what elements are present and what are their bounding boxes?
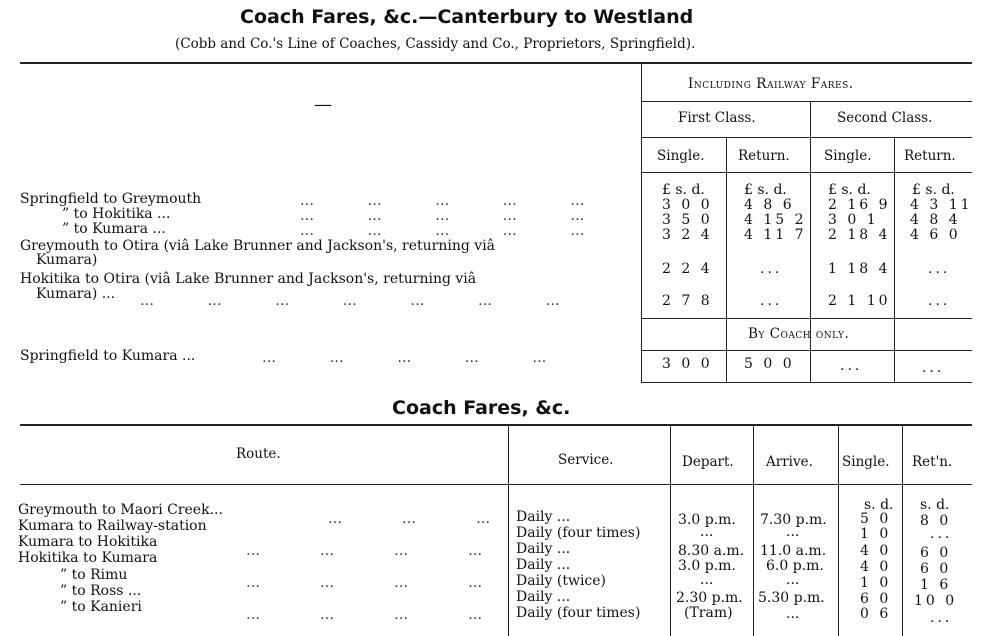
t2-row3-return: 6 0 xyxy=(920,561,952,577)
t2-header-return: Ret'n. xyxy=(912,454,953,470)
t1-row0-route: Springfield to Greymouth xyxy=(20,191,202,207)
t2-vline-single xyxy=(902,425,903,636)
t1-r1-c2: 3 0 1 xyxy=(828,212,879,228)
t2-row0-depart: 3.0 p.m. xyxy=(678,512,736,528)
t2-row1-depart: ... xyxy=(700,524,714,540)
t2-row5-return: 10 0 xyxy=(914,593,958,609)
t1-r3-c0: 2 2 4 xyxy=(662,261,713,277)
t1-r3-c2: 1 18 4 xyxy=(828,261,891,277)
table1-vline-main xyxy=(641,63,642,383)
t2-row0-return: 8 0 xyxy=(920,513,952,529)
second-single-header: Single. xyxy=(824,148,872,164)
t2-leader-dots: … … … … xyxy=(246,543,485,559)
first-single-header: Single. xyxy=(657,148,705,164)
t2-vline-service xyxy=(670,425,671,636)
table1-bottom-rule xyxy=(642,382,972,383)
t1-r3-c3: ... xyxy=(928,261,951,277)
t2-row0-route: Greymouth to Maori Creek... xyxy=(18,502,223,518)
t1-r5-c1: 5 0 0 xyxy=(744,356,795,372)
t1-r1-c3: 4 8 4 xyxy=(910,212,961,228)
t2-units-return: s. d. xyxy=(920,497,950,513)
t2-leader-dots: … … … xyxy=(328,511,493,527)
t1-r0-c0: 3 0 0 xyxy=(662,197,713,213)
t1-leader-dots: … … … … … xyxy=(262,350,549,366)
t1-leader-dots: … … … … … xyxy=(300,223,587,239)
t1-r1-c0: 3 5 0 xyxy=(662,212,713,228)
t2-row6-depart: (Tram) xyxy=(684,605,733,621)
t2-row1-route: Kumara to Railway-station xyxy=(18,518,207,534)
t2-row2-service: Daily ... xyxy=(516,541,571,557)
table1-dash: — xyxy=(314,94,332,115)
table2-top-rule xyxy=(20,424,972,426)
t2-row2-single: 4 0 xyxy=(860,543,892,559)
t1-r5-c2: ... xyxy=(840,358,863,374)
t2-row2-return: 6 0 xyxy=(920,545,952,561)
t2-row5-route: ” to Ross ... xyxy=(60,583,142,599)
t2-row4-arrive: ... xyxy=(786,572,800,588)
table1-rule-incl xyxy=(642,101,972,102)
table1-vline-second-ret xyxy=(894,138,895,382)
currency-col3: £ s. d. xyxy=(828,182,871,198)
first-return-header: Return. xyxy=(738,148,790,164)
t2-row4-return: 1 6 xyxy=(920,577,952,593)
t1-r2-c0: 3 2 4 xyxy=(662,227,713,243)
t2-row0-arrive: 7.30 p.m. xyxy=(760,512,827,528)
t1-r4-c3: ... xyxy=(928,293,951,309)
second-class-header: Second Class. xyxy=(837,110,933,126)
t2-row5-arrive: 5.30 p.m. xyxy=(758,590,825,606)
t1-r2-c2: 2 18 4 xyxy=(828,227,891,243)
t1-r1-c1: 4 15 2 xyxy=(744,212,807,228)
t2-row3-single: 4 0 xyxy=(860,559,892,575)
t1-row5-route: Springfield to Kumara ... xyxy=(20,348,196,364)
table1-subtitle: (Cobb and Co.'s Line of Coaches, Cassidy and Co., Proprietors, Springfield). xyxy=(175,36,696,52)
t1-r4-c2: 2 1 10 xyxy=(828,293,891,309)
t1-r4-c1: ... xyxy=(760,293,783,309)
t1-leader-dots: … … … … … … … xyxy=(140,293,562,309)
t2-header-depart: Depart. xyxy=(682,454,734,470)
table2-title: Coach Fares, &c. xyxy=(392,397,571,419)
t2-row4-single: 1 0 xyxy=(860,575,892,591)
first-class-header: First Class. xyxy=(678,110,756,126)
currency-col1: £ s. d. xyxy=(662,182,705,198)
t1-r5-c0: 3 0 0 xyxy=(662,356,713,372)
t2-row1-arrive: ... xyxy=(786,524,800,540)
t2-row2-arrive: 11.0 a.m. xyxy=(760,543,827,559)
t1-row4-route-cont: Kumara) ... xyxy=(36,286,116,302)
t2-row6-route: ” to Kanieri xyxy=(60,599,142,615)
t1-row3-route: Greymouth to Otira (viâ Lake Brunner and Jackson's, returning viâ xyxy=(20,238,496,254)
t2-row4-service: Daily (twice) xyxy=(516,573,607,589)
t2-row5-depart: 2.30 p.m. xyxy=(676,590,743,606)
t1-r3-c1: ... xyxy=(760,261,783,277)
table1-rule-single xyxy=(642,172,972,173)
t2-row0-service: Daily ... xyxy=(516,509,571,525)
t1-row3-route-cont: Kumara) xyxy=(36,252,98,268)
t2-leader-dots: … … … … xyxy=(246,607,485,623)
t2-row6-service: Daily (four times) xyxy=(516,605,641,621)
table1-title: Coach Fares, &c.—Canterbury to Westland xyxy=(240,6,694,28)
t1-row4-route: Hokitika to Otira (viâ Lake Brunner and Jackson's, returning viâ xyxy=(20,271,477,287)
t2-row3-route: Hokitika to Kumara xyxy=(18,550,158,566)
t2-header-single: Single. xyxy=(842,454,890,470)
t2-row3-arrive: 6.0 p.m. xyxy=(766,558,824,574)
t2-row4-route: ” to Rimu xyxy=(60,567,128,583)
t2-row5-single: 6 0 xyxy=(860,591,892,607)
including-railway-header: Including Railway Fares. xyxy=(688,76,854,92)
t2-row6-single: 0 6 xyxy=(860,606,892,622)
table2-header-rule xyxy=(20,484,972,485)
t2-row0-single: 5 0 xyxy=(860,511,892,527)
table1-vline-first-ret xyxy=(726,138,727,382)
by-coach-only-header: By Coach only. xyxy=(748,326,850,342)
t2-vline-arrive xyxy=(838,425,839,636)
t2-leader-dots: … … … … xyxy=(246,575,485,591)
t2-row4-depart: ... xyxy=(700,572,714,588)
t1-leader-dots: … … … … … xyxy=(300,193,587,209)
t2-row1-return: ... xyxy=(930,526,953,542)
t2-vline-route xyxy=(508,425,509,636)
t2-units-single: s. d. xyxy=(864,497,894,513)
t1-row1-route: ” to Hokitika ... xyxy=(62,206,171,222)
t1-r2-c3: 4 6 0 xyxy=(910,227,961,243)
currency-col4: £ s. d. xyxy=(912,182,955,198)
t2-header-arrive: Arrive. xyxy=(766,454,813,470)
t2-header-route: Route. xyxy=(236,446,281,462)
t1-r0-c2: 2 16 9 xyxy=(828,197,891,213)
t2-row3-service: Daily ... xyxy=(516,557,571,573)
table1-rule-bycoach-top xyxy=(642,318,972,319)
t1-row2-route: ” to Kumara ... xyxy=(62,221,166,237)
t2-row1-service: Daily (four times) xyxy=(516,525,641,541)
t2-row5-service: Daily ... xyxy=(516,589,571,605)
t1-leader-dots: … … … … … xyxy=(300,208,587,224)
t2-header-service: Service. xyxy=(558,452,614,468)
t2-row3-depart: 3.0 p.m. xyxy=(678,558,736,574)
t2-row6-arrive: ... xyxy=(786,606,800,622)
t2-row2-depart: 8.30 a.m. xyxy=(678,543,745,559)
second-return-header: Return. xyxy=(904,148,956,164)
t2-row6-return: ... xyxy=(930,610,953,626)
currency-col2: £ s. d. xyxy=(744,182,787,198)
t2-row1-single: 1 0 xyxy=(860,526,892,542)
table1-rule-class xyxy=(642,137,972,138)
t2-vline-depart xyxy=(753,425,754,636)
t1-r5-c3: ... xyxy=(922,360,945,376)
t1-r0-c1: 4 8 6 xyxy=(744,197,795,213)
table1-top-rule xyxy=(20,62,972,64)
t1-r4-c0: 2 7 8 xyxy=(662,293,713,309)
t1-r0-c3: 4 3 11 xyxy=(910,197,973,213)
t1-r2-c1: 4 11 7 xyxy=(744,227,807,243)
t2-row2-route: Kumara to Hokitika xyxy=(18,534,158,550)
table1-rule-bycoach-bot xyxy=(642,350,972,351)
